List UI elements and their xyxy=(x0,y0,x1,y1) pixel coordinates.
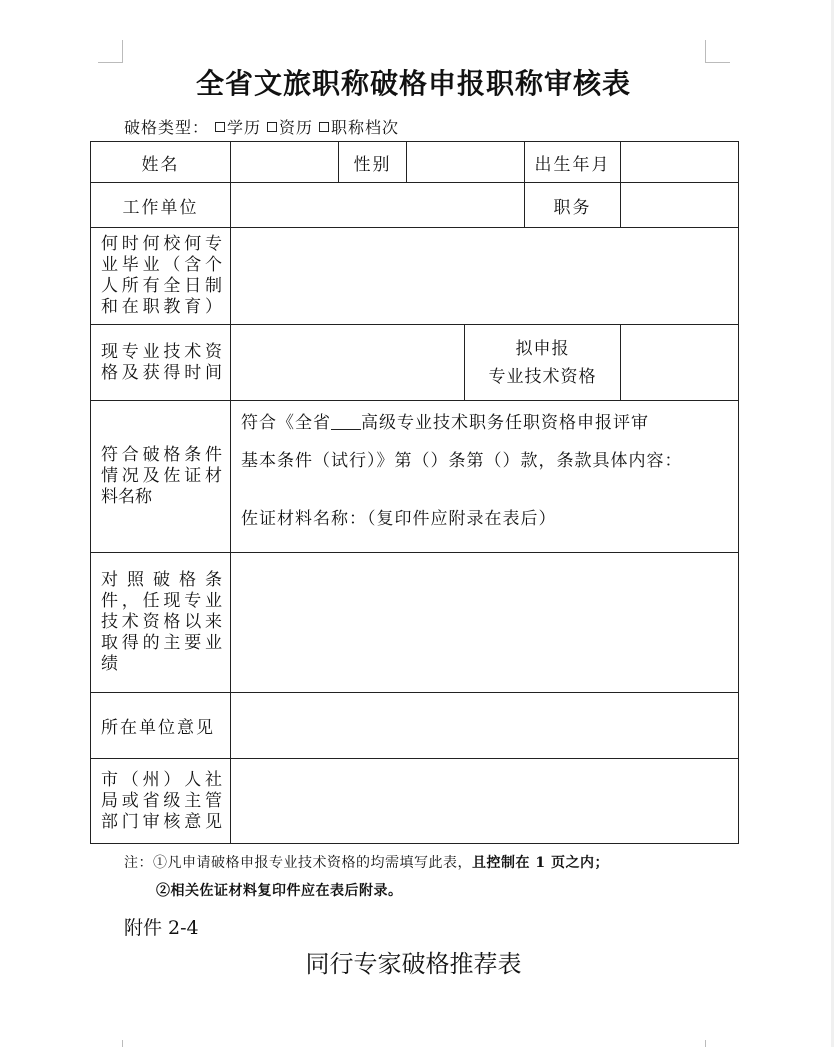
annex-label: 附件 2-4 xyxy=(124,917,199,939)
birth-field[interactable] xyxy=(621,142,739,183)
break-type-line xyxy=(124,115,399,138)
crop-mark-bottom-left xyxy=(98,1040,123,1047)
option-education: 学历 xyxy=(227,118,262,137)
gender-label: 性别 xyxy=(339,142,407,183)
birth-label: 出生年月 xyxy=(525,142,621,183)
province-blank[interactable] xyxy=(331,411,361,430)
current-title-label: 现专业技术资 格及获得时间 xyxy=(91,325,231,401)
page-title: 全省文旅职称破格申报职称审核表 xyxy=(195,67,631,100)
crop-mark-top-right xyxy=(705,40,730,63)
name-label: 姓名 xyxy=(91,142,231,183)
achievements-label: 对照破格条 件，任现专业 技术资格以来 取得的主要业 绩 xyxy=(91,553,231,693)
review-opinion-field[interactable] xyxy=(231,759,739,844)
name-field[interactable] xyxy=(231,142,339,183)
conditions-line2: 基本条件（试行）》第（）条第（）款，条款具体内容： xyxy=(241,451,683,471)
graduation-field[interactable] xyxy=(231,228,739,325)
notes xyxy=(124,849,609,905)
note-1: 注：①凡申请破格申报专业技术资格的均需填写此表，且控制在 1 页之内； xyxy=(124,855,609,871)
conditions-content[interactable] xyxy=(231,401,739,553)
achievements-field[interactable] xyxy=(231,553,739,693)
crop-mark-top-left xyxy=(98,40,123,63)
break-type-label: 破格类型： xyxy=(124,118,210,137)
workplace-label: 工作单位 xyxy=(91,183,231,228)
unit-opinion-label: 所在单位意见 xyxy=(91,693,231,759)
conditions-label: 符合破格条件 情况及佐证材 料名称 xyxy=(91,401,231,553)
review-opinion-label: 市（州）人社 局或省级主管 部门审核意见 xyxy=(91,759,231,844)
gender-field[interactable] xyxy=(407,142,525,183)
review-form-table xyxy=(90,141,739,844)
option-title-grade: 职称档次 xyxy=(331,118,400,137)
position-label: 职务 xyxy=(525,183,621,228)
proposed-title-label: 拟申报 专业技术资格 xyxy=(465,325,621,401)
graduation-label: 何时何校何专 业毕业（含个 人所有全日制 和在职教育） xyxy=(91,228,231,325)
evidence-line: 佐证材料名称：（复印件应附录在表后） xyxy=(241,509,557,529)
conditions-line1-post: 高级专业技术职务任职资格申报评审 xyxy=(361,413,649,433)
checkbox-education[interactable] xyxy=(215,122,225,132)
position-field[interactable] xyxy=(621,183,739,228)
proposed-title-field[interactable] xyxy=(621,325,739,401)
note-2: ②相关佐证材料复印件应在表后附录。 xyxy=(156,883,403,899)
next-section-title: 同行专家破格推荐表 xyxy=(305,950,522,978)
crop-mark-bottom-right xyxy=(705,1040,730,1047)
unit-opinion-field[interactable] xyxy=(231,693,739,759)
option-seniority: 资历 xyxy=(279,118,314,137)
checkbox-seniority[interactable] xyxy=(267,122,277,132)
conditions-line1-pre: 符合《全省 xyxy=(241,413,331,433)
workplace-field[interactable] xyxy=(231,183,525,228)
checkbox-title-grade[interactable] xyxy=(319,122,329,132)
current-title-field[interactable] xyxy=(231,325,465,401)
